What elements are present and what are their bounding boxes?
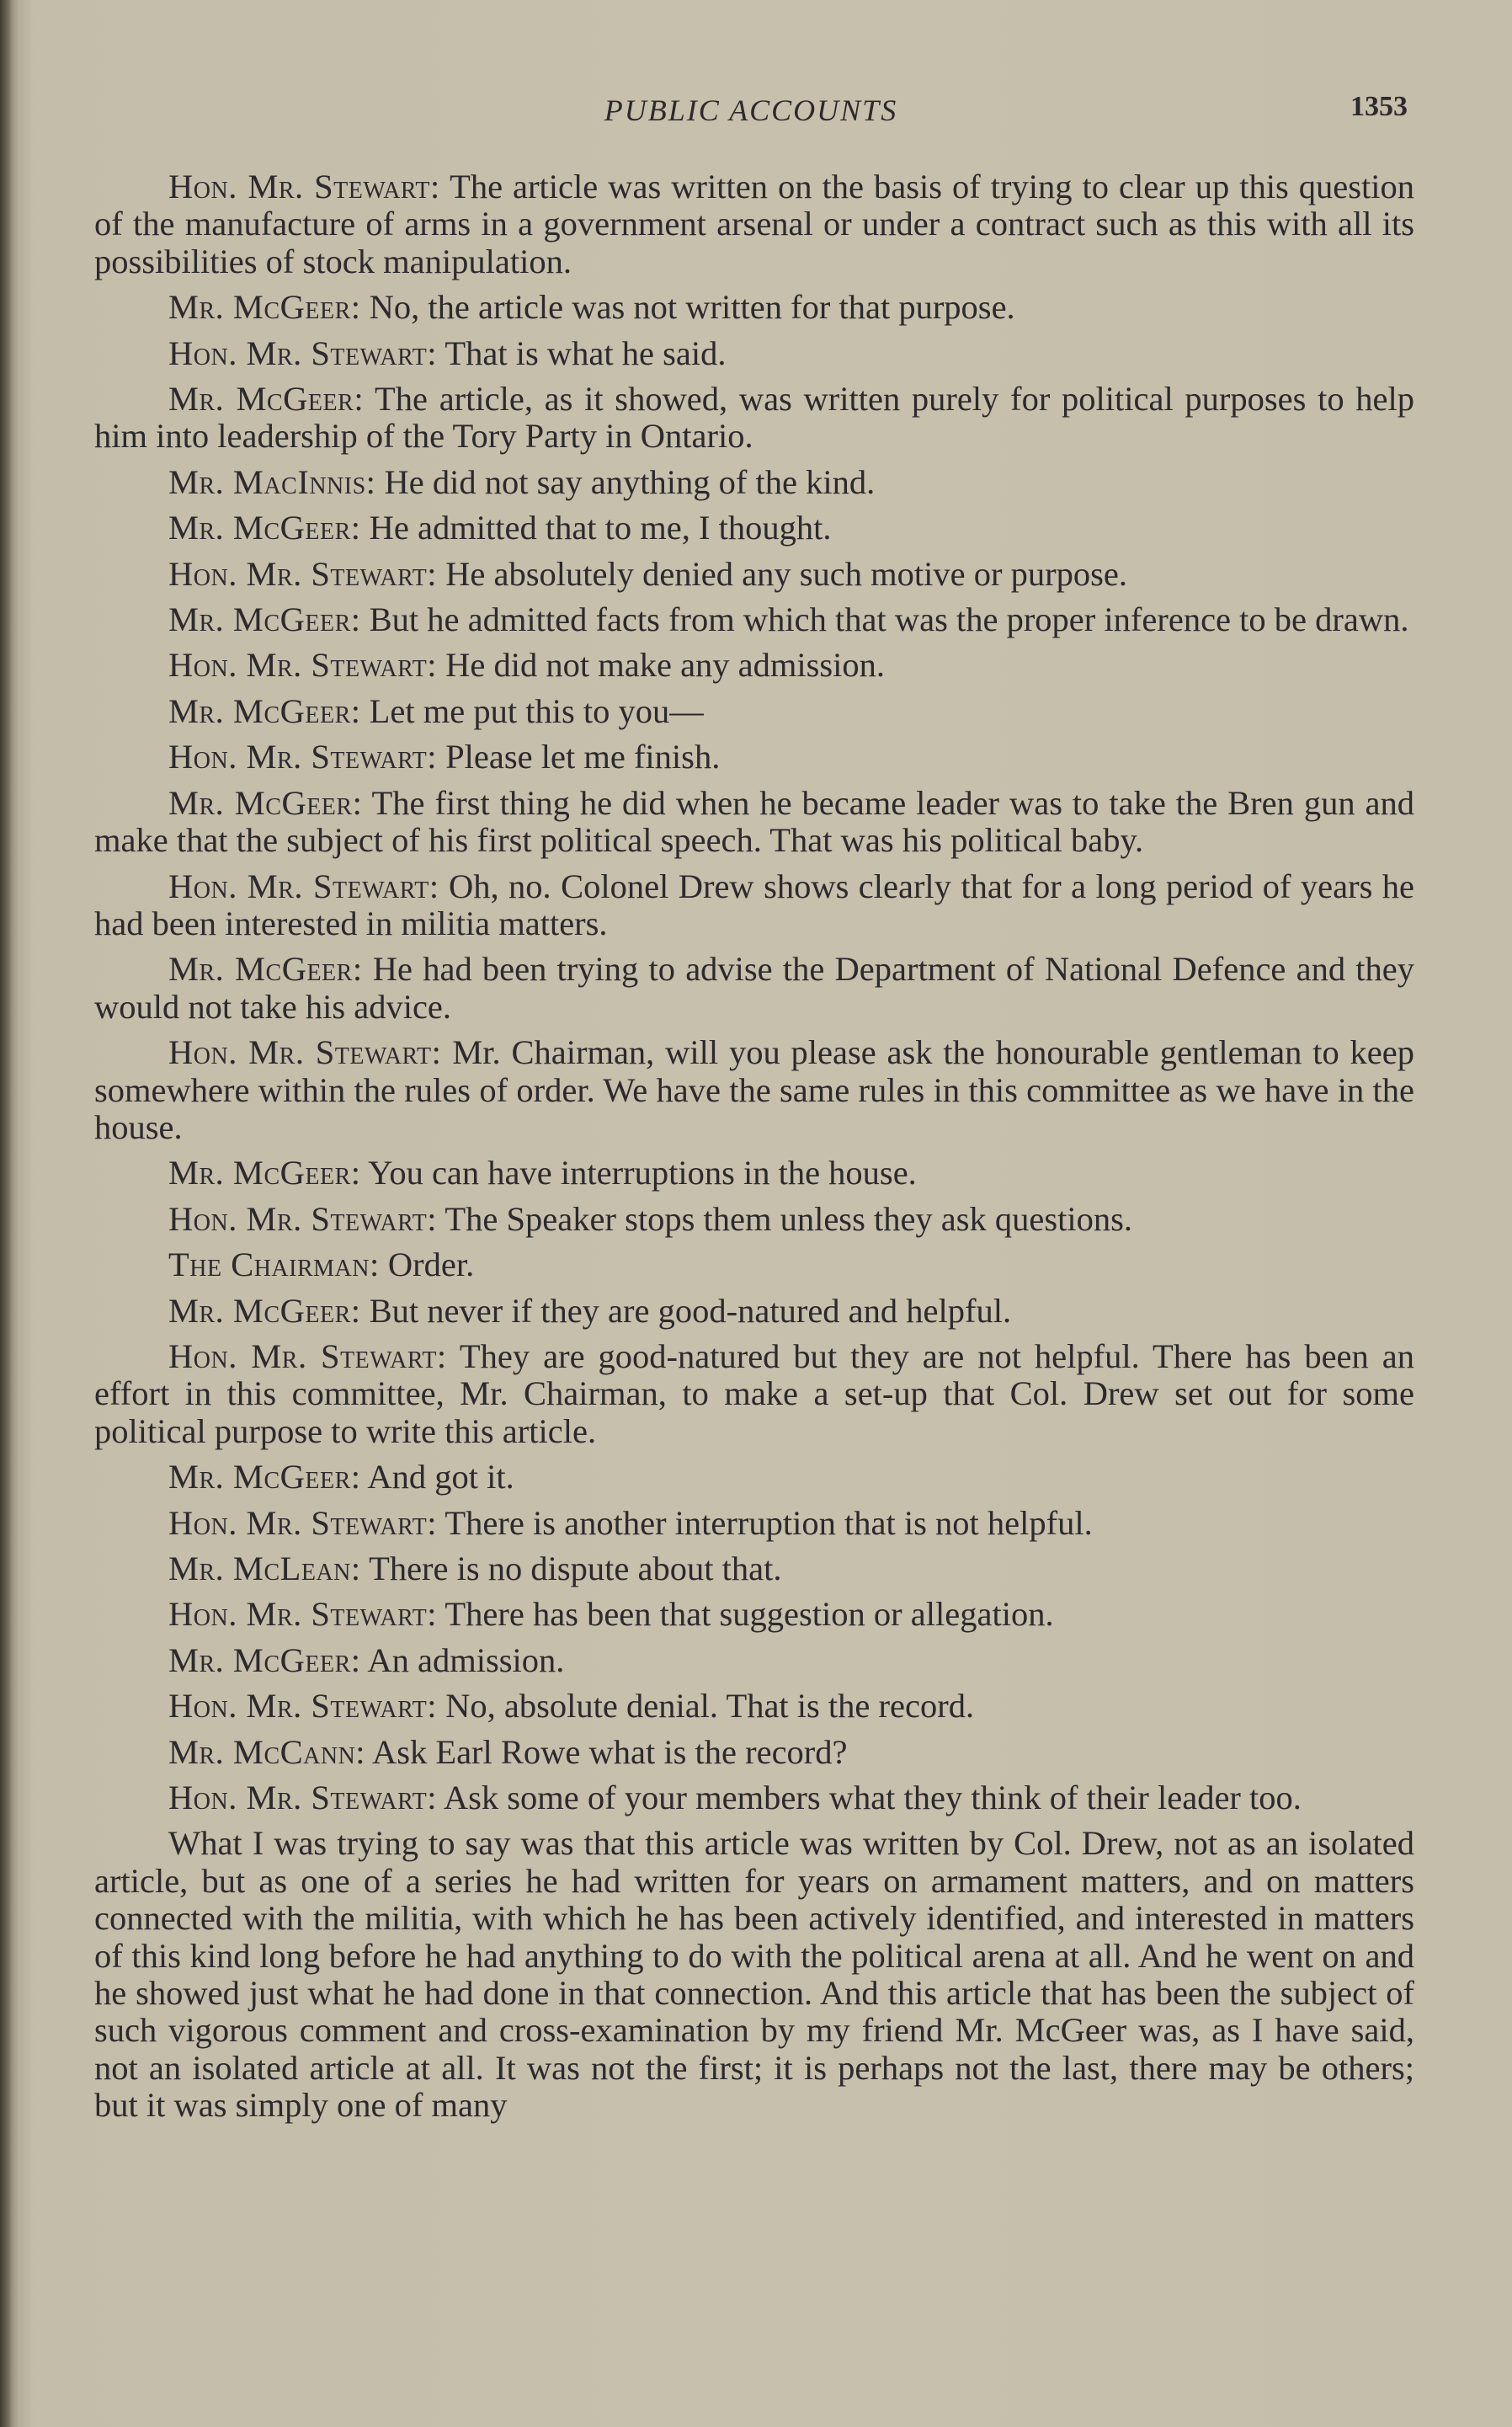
transcript-paragraph	[94, 289, 1414, 326]
speech-text: He absolutely denied any such motive or purpose.	[445, 554, 1127, 593]
transcript-paragraph	[94, 1825, 1414, 2124]
speech-text: There is another interruption that is not helpful.	[445, 1503, 1093, 1542]
transcript-paragraph	[94, 1293, 1414, 1330]
speaker-name: Hon. Mr. Stewart:	[168, 1336, 447, 1375]
transcript-paragraph	[94, 739, 1414, 776]
speaker-name: Mr. McGeer:	[168, 1291, 361, 1330]
speaker-name: Hon. Mr. Stewart:	[168, 1595, 438, 1634]
transcript-paragraph	[94, 1734, 1414, 1771]
speaker-name: Mr. McGeer:	[168, 1458, 361, 1496]
transcript-paragraph	[94, 693, 1414, 730]
transcript-paragraph	[94, 168, 1414, 280]
speech-text: The article, as it showed, was written purely for political purposes to help him into leadership of the Tory Party in Ontario.	[94, 380, 1414, 456]
speech-text: An admission.	[367, 1640, 565, 1679]
speech-text: Oh, no. Colonel Drew shows clearly that for a long period of years he had been interested in militia matters.	[94, 867, 1415, 942]
speaker-name: Mr. McGeer:	[168, 1640, 361, 1679]
speech-text: He did not say anything of the kind.	[384, 462, 876, 501]
speech-text: And got it.	[367, 1458, 514, 1496]
transcript-paragraph	[94, 1642, 1414, 1679]
transcript-paragraph	[94, 1596, 1414, 1633]
page-header	[94, 88, 1408, 138]
speech-text: You can have interruptions in the house.	[368, 1154, 917, 1192]
speaker-name: Mr. McGeer:	[168, 1154, 361, 1192]
page-number: 1353	[1350, 91, 1408, 122]
speaker-name: Mr. MacInnis:	[168, 462, 376, 501]
speech-text: He did not make any admission.	[445, 646, 886, 685]
speech-text: That is what he said.	[445, 333, 727, 372]
transcript-paragraph	[94, 1550, 1414, 1587]
speech-text: The first thing he did when he became leader was to take the Bren gun and make that the subject of his first political speech. That was his political baby.	[94, 783, 1414, 860]
speaker-name: Mr. McGeer:	[168, 691, 361, 730]
transcript-paragraph	[94, 381, 1414, 456]
speaker-name: Hon. Mr. Stewart:	[168, 1687, 438, 1726]
speech-text: The Speaker stops them unless they ask questions.	[445, 1199, 1133, 1238]
transcript-paragraph	[94, 951, 1414, 1026]
speaker-name: Hon. Mr. Stewart:	[168, 1033, 442, 1072]
speaker-name: Hon. Mr. Stewart:	[168, 333, 438, 372]
speech-text: No, the article was not written for that purpose.	[369, 288, 1015, 327]
speaker-name: Mr. McGeer:	[168, 380, 365, 419]
speaker-name: Mr. McLean:	[168, 1550, 361, 1587]
speech-text: There has been that suggestion or allegation.	[445, 1595, 1054, 1634]
speech-text: They are good-natured but they are not helpful. There has been an effort in this committee, Mr. Chairman, to make a set-up that Col. Drew set out for some political purpose to write this article.	[94, 1336, 1414, 1450]
transcript-paragraph	[94, 601, 1414, 638]
transcript-paragraph	[94, 509, 1414, 547]
speech-text: Order.	[387, 1246, 475, 1284]
transcript-paragraph	[94, 1779, 1414, 1816]
transcript-paragraph	[94, 1155, 1414, 1192]
transcript-paragraph	[94, 1688, 1414, 1725]
speaker-name: Hon. Mr. Stewart:	[168, 168, 440, 205]
speech-text: There is no dispute about that.	[369, 1550, 782, 1587]
speech-text: Mr. Chairman, will you please ask the honourable gentleman to keep somewhere within the rules of order. We have the same rules in this committee as we have in the house.	[94, 1033, 1414, 1146]
transcript-paragraph	[94, 556, 1414, 593]
speaker-name: Mr. McGeer:	[168, 600, 361, 639]
speech-text: He admitted that to me, I thought.	[369, 509, 832, 547]
transcript-paragraph	[94, 335, 1414, 372]
speech-text: Please let me finish.	[445, 738, 721, 776]
speech-text: The article was written on the basis of trying to clear up this question of the manufacture of arms in a government arsenal or under a contract such as this with all its possibilities of stock manipulation.	[94, 168, 1414, 280]
transcript-paragraph	[94, 1034, 1414, 1146]
speaker-name: Hon. Mr. Stewart:	[168, 646, 438, 685]
speech-text: Let me put this to you—	[369, 691, 704, 730]
speaker-name: Hon. Mr. Stewart:	[168, 1199, 438, 1238]
speaker-name: Mr. McGeer:	[168, 288, 361, 327]
speaker-name: Hon. Mr. Stewart:	[168, 1503, 438, 1542]
speech-text: But he admitted facts from which that was the proper inference to be drawn.	[369, 600, 1409, 639]
transcript-paragraph	[94, 1338, 1414, 1450]
running-head: PUBLIC ACCOUNTS	[604, 93, 898, 127]
speaker-name: Hon. Mr. Stewart:	[168, 738, 438, 776]
speaker-name: Mr. McGeer:	[168, 950, 363, 989]
transcript-paragraph	[94, 785, 1414, 860]
speaker-name: The Chairman:	[168, 1246, 380, 1284]
transcript-paragraph	[94, 647, 1414, 684]
speaker-name: Hon. Mr. Stewart:	[168, 554, 438, 593]
speech-text: Ask Earl Rowe what is the record?	[371, 1732, 848, 1771]
speech-text: But never if they are good-natured and helpful.	[369, 1291, 1012, 1330]
speech-text: He had been trying to advise the Department of National Defence and they would not take his advice.	[94, 950, 1414, 1026]
speech-text: Ask some of your members what they think of their leader too.	[443, 1779, 1302, 1817]
speaker-name: Mr. McGeer:	[168, 509, 361, 547]
book-spine-shadow	[0, 0, 12, 2427]
speech-text: What I was trying to say was that this article was written by Col. Drew, not as an isolated article, but as one of a series he had written for years on armament matters, and on matters connected with the militia, with which he has been actively identified, and interested in matters of this kind long before he had anything to do with the political arena at all. And he went on and he showed just what he had done in that connection. And this article that has been the subject of such vigorous comment and cross-examination by my friend Mr. McGeer was, as I have said, not an isolated article at all. It was not the first; it is perhaps not the last, there may be others; but it was simply one of many	[94, 1824, 1414, 2125]
speaker-name: Mr. McGeer:	[168, 783, 363, 822]
transcript-paragraph	[94, 1459, 1414, 1496]
speaker-name: Hon. Mr. Stewart:	[168, 1779, 438, 1817]
speaker-name: Hon. Mr. Stewart:	[168, 867, 439, 905]
transcript-body	[94, 168, 1414, 2133]
speech-text: No, absolute denial. That is the record.	[445, 1687, 975, 1726]
transcript-paragraph	[94, 464, 1414, 501]
transcript-paragraph	[94, 1246, 1414, 1283]
transcript-paragraph	[94, 1201, 1414, 1238]
speaker-name: Mr. McCann:	[168, 1732, 366, 1771]
transcript-paragraph	[94, 1505, 1414, 1542]
transcript-paragraph	[94, 868, 1414, 943]
